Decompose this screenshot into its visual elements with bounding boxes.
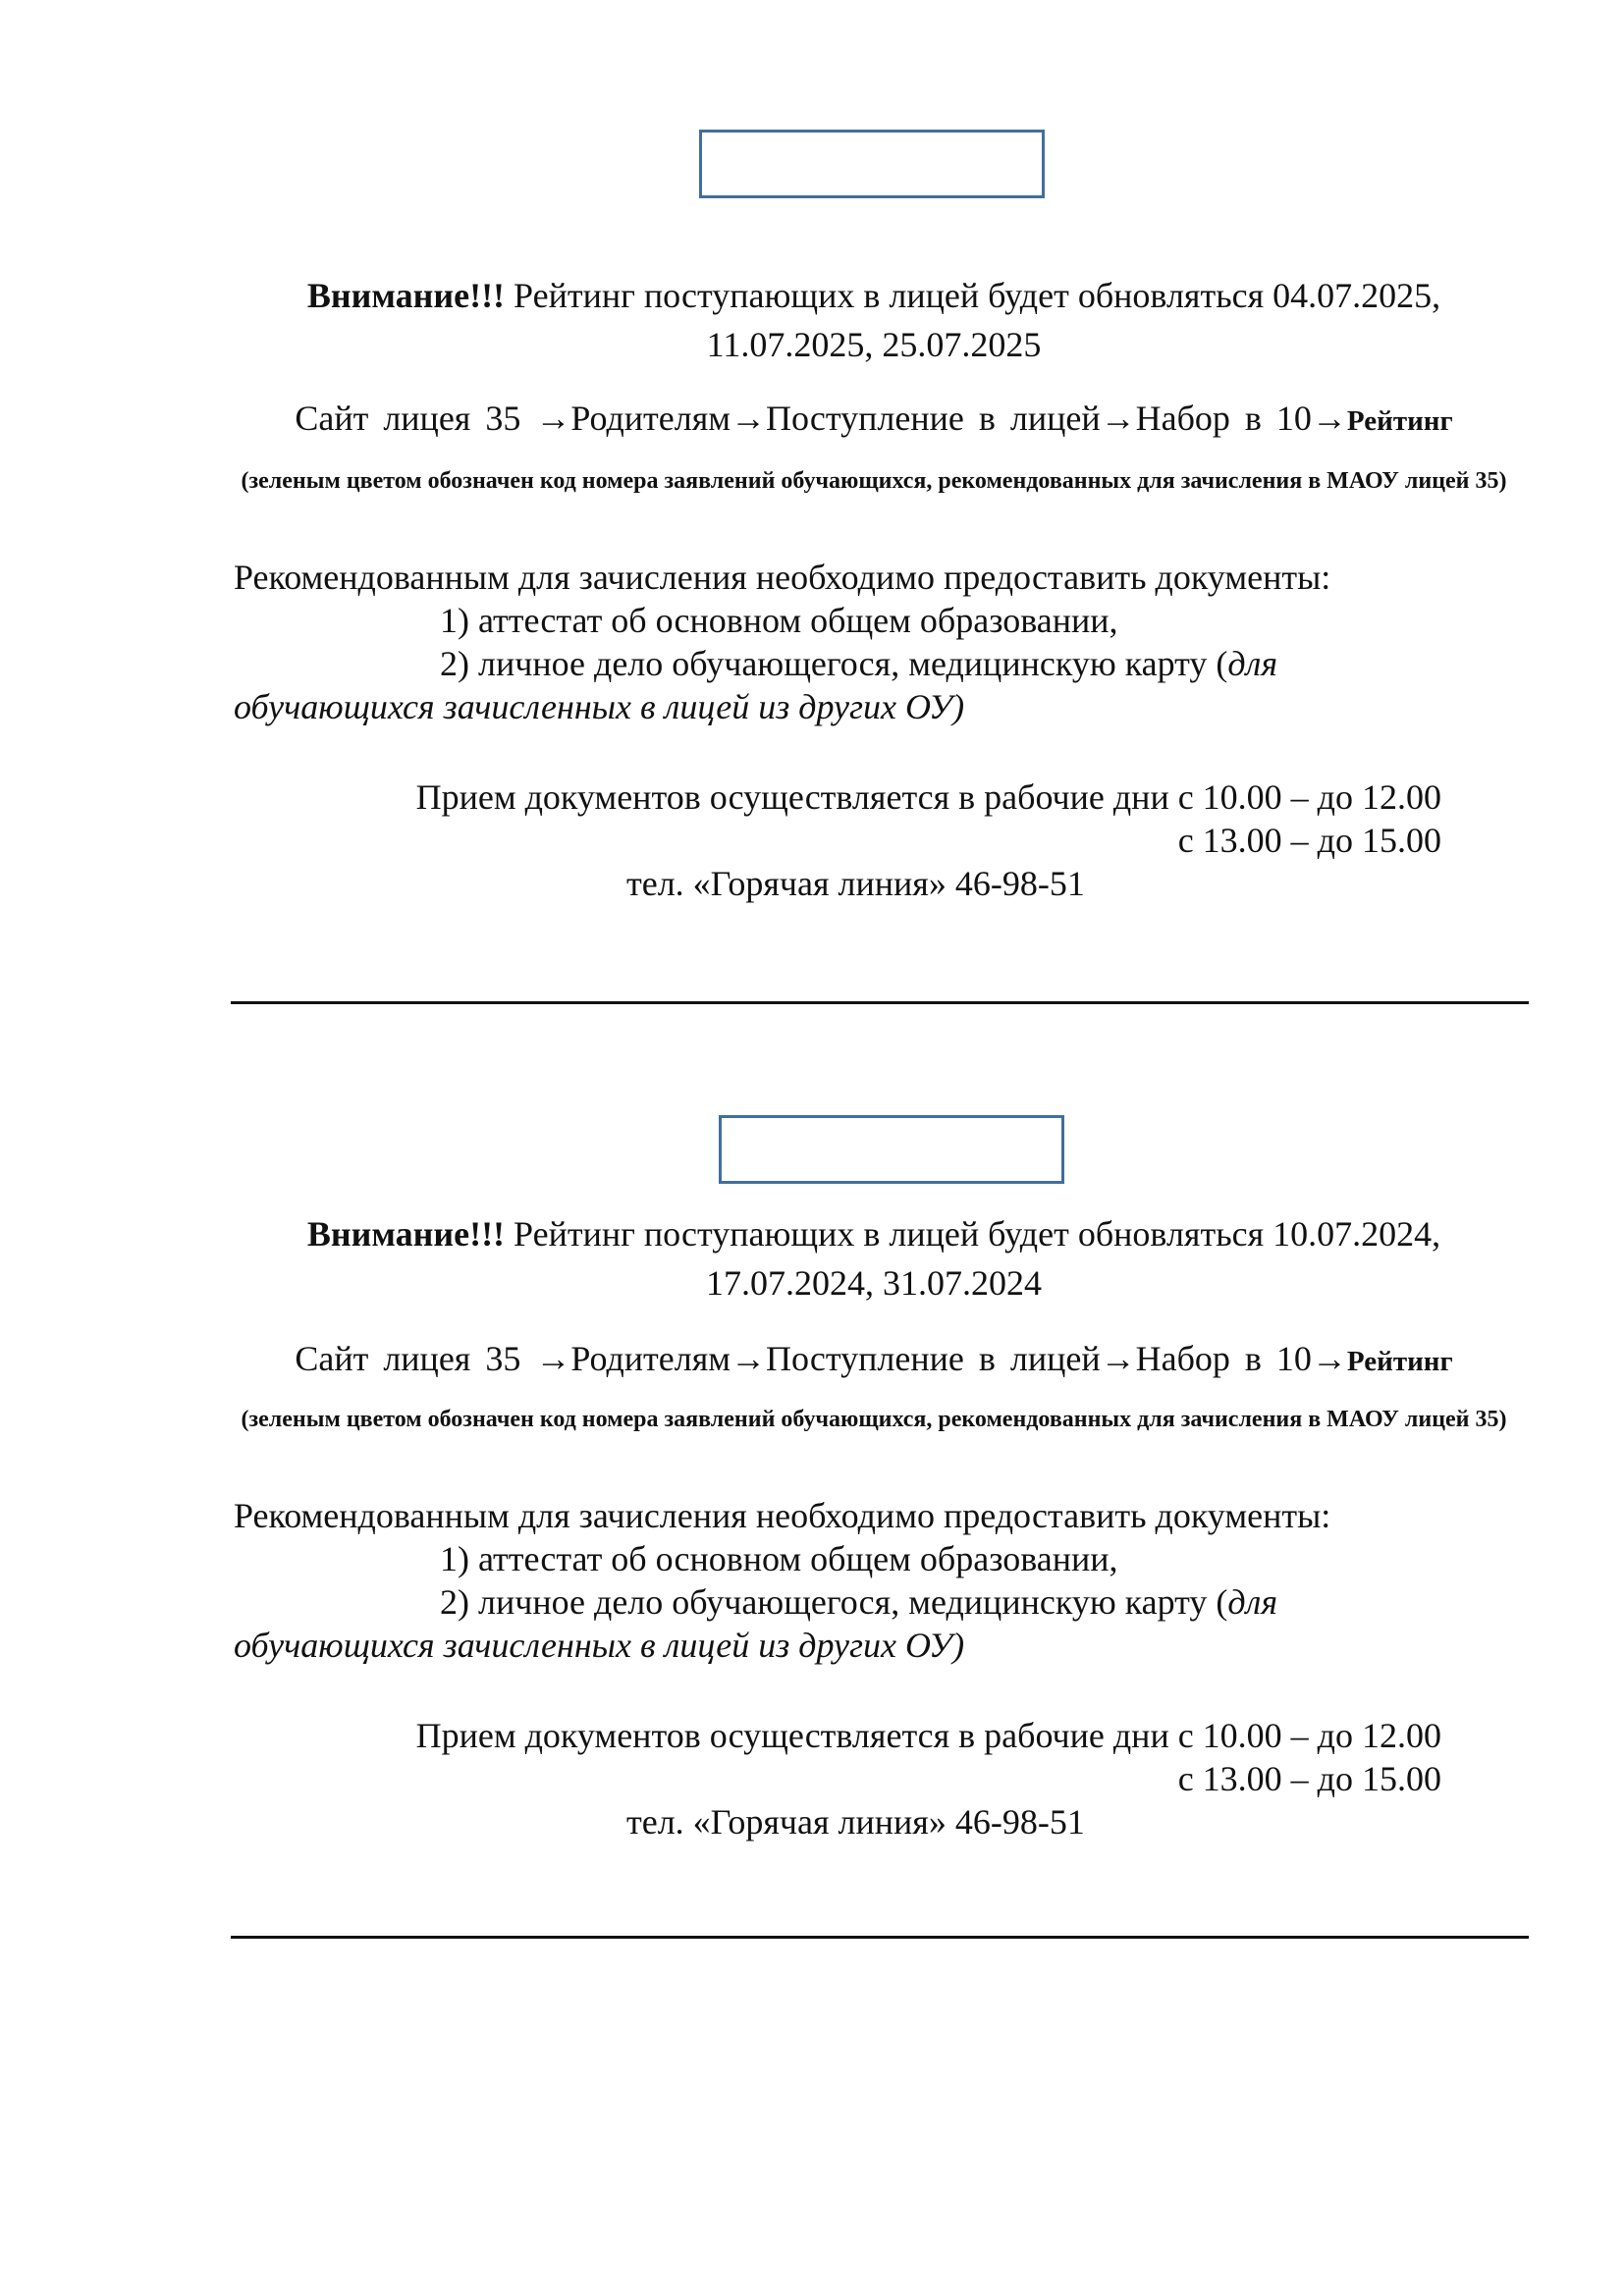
documents-section <box>234 1494 1510 1667</box>
document-item-2-continuation <box>234 1624 1510 1667</box>
document-item-2-italic: для <box>1227 1582 1278 1622</box>
attention-label: Внимание!!! <box>306 1214 506 1254</box>
notice-2024 <box>0 934 1624 1877</box>
document-item-2 <box>234 642 1510 685</box>
document-item-2-text: 2) личное дело обучающегося, медицинскую карту ( <box>440 1582 1228 1622</box>
rating-update-text: Рейтинг поступающих в лицей будет обновляться 04.07.2025, <box>505 276 1441 315</box>
document-item-2-cont-italic: обучающихся зачисленных в лицей из других ОУ) <box>234 1626 965 1665</box>
site-path-text: Сайт лицея 35 →Родителям→Поступление в лицей→Набор в 10→ <box>295 1339 1347 1378</box>
section-divider <box>231 1936 1529 1939</box>
attention-label: Внимание!!! <box>306 276 506 315</box>
schedule-line-2: с 13.00 – до 15.00 <box>1177 821 1441 860</box>
document-item-1: 1) аттестат об основном общем образовании, <box>440 601 1118 640</box>
reception-schedule <box>234 1714 1441 1843</box>
rating-update-dates: 17.07.2024, 31.07.2024 <box>706 1263 1042 1303</box>
documents-intro: Рекомендованным для зачисления необходимо предоставить документы: <box>234 1496 1331 1535</box>
site-path-text: Сайт лицея 35 →Родителям→Поступление в лицей→Набор в 10→ <box>295 399 1347 438</box>
green-code-note: (зеленым цветом обозначен код номера заявлений обучающихся, рекомендованных для зачисления в МАОУ лицей 35) <box>241 468 1507 494</box>
documents-intro: Рекомендованным для зачисления необходимо предоставить документы: <box>234 558 1331 597</box>
site-navigation-path <box>187 397 1561 443</box>
notice-2025 <box>0 0 1624 942</box>
notice-heading <box>187 271 1561 369</box>
document-item-2 <box>234 1580 1510 1624</box>
empty-frame-box <box>719 1115 1064 1184</box>
notice-heading <box>187 1209 1561 1308</box>
schedule-line-1: Прием документов осуществляется в рабочие дни с 10.00 – до 12.00 <box>415 777 1441 817</box>
green-code-note: (зеленым цветом обозначен код номера заявлений обучающихся, рекомендованных для зачисления в МАОУ лицей 35) <box>241 1407 1507 1432</box>
schedule-line-1: Прием документов осуществляется в рабочие дни с 10.00 – до 12.00 <box>415 1716 1441 1755</box>
rating-update-dates: 11.07.2025, 25.07.2025 <box>706 325 1042 364</box>
document-item-2-cont-italic: обучающихся зачисленных в лицей из других ОУ) <box>234 687 965 726</box>
reception-schedule <box>234 775 1441 905</box>
document-item-2-continuation <box>234 685 1510 728</box>
document-item-2-italic: для <box>1227 644 1278 683</box>
rating-update-text: Рейтинг поступающих в лицей будет обновляться 10.07.2024, <box>505 1214 1441 1254</box>
document-item-1: 1) аттестат об основном общем образовании, <box>440 1539 1118 1578</box>
documents-section <box>234 556 1510 728</box>
document-item-2-text: 2) личное дело обучающегося, медицинскую карту ( <box>440 644 1228 683</box>
site-path-rating: Рейтинг <box>1346 1346 1453 1377</box>
hotline-phone: тел. «Горячая линия» 46-98-51 <box>626 864 1085 903</box>
site-path-rating: Рейтинг <box>1346 405 1453 437</box>
hotline-phone: тел. «Горячая линия» 46-98-51 <box>626 1802 1085 1842</box>
empty-frame-box <box>699 130 1045 198</box>
site-navigation-path <box>187 1337 1561 1383</box>
schedule-line-2: с 13.00 – до 15.00 <box>1177 1759 1441 1798</box>
